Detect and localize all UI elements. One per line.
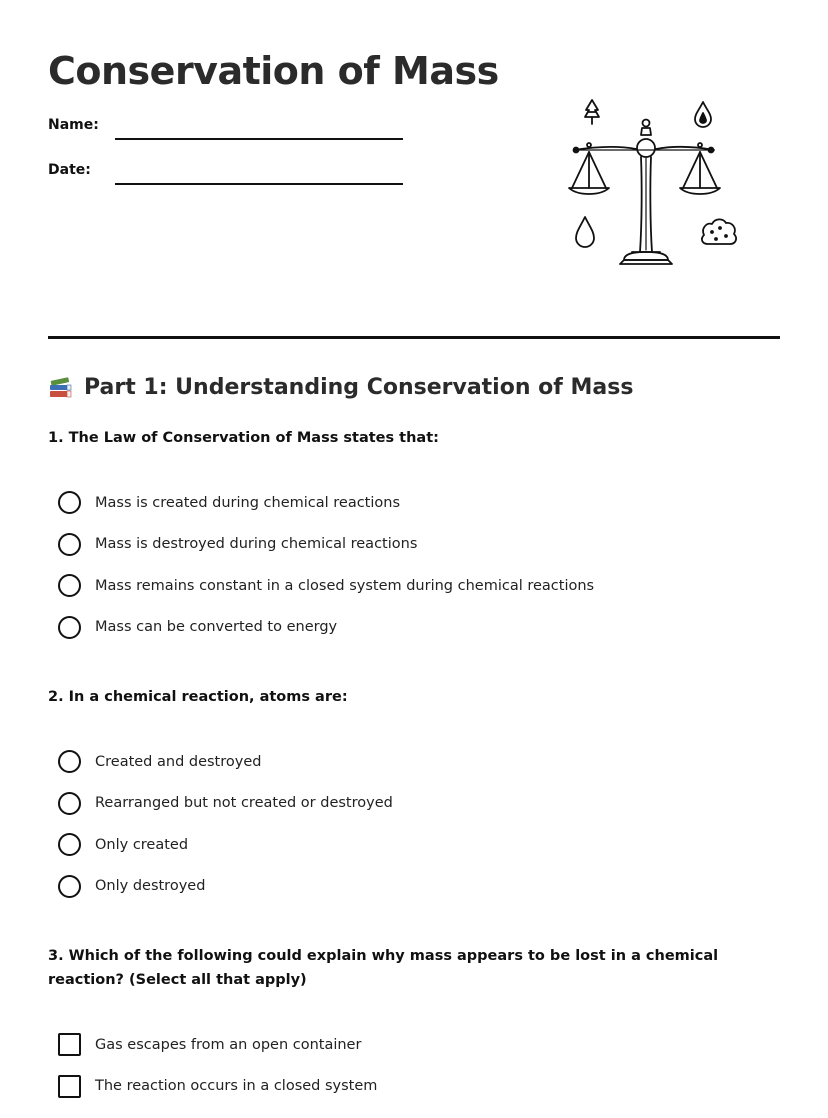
name-field [48,116,403,134]
part1-title: Part 1: Understanding Conservation of Mass [84,375,634,400]
radio-button[interactable] [58,491,81,514]
section-divider [48,336,780,339]
option-label: The reaction occurs in a closed system [95,1078,378,1095]
name-input-line[interactable] [115,138,403,140]
question-1-option-a[interactable] [58,482,594,524]
option-label: Mass can be converted to energy [95,619,338,636]
date-input-line[interactable] [115,183,403,185]
checkbox[interactable] [58,1033,81,1056]
question-2-option-b[interactable] [58,783,393,825]
radio-button[interactable] [58,616,81,639]
name-label: Name: [48,117,99,133]
question-2-option-c[interactable] [58,824,393,866]
option-label: Only destroyed [95,878,206,895]
question-2-option-a[interactable] [58,741,393,783]
radio-button[interactable] [58,574,81,597]
question-1: 1. The Law of Conservation of Mass states that: [48,430,439,446]
option-label: Rearranged but not created or destroyed [95,795,393,812]
radio-button[interactable] [58,533,81,556]
option-label: Only created [95,836,189,853]
question-3-option-a[interactable] [58,1024,377,1066]
date-field [48,161,403,179]
question-1-option-b[interactable] [58,524,594,566]
checkbox[interactable] [58,1075,81,1098]
question-1-options [58,482,594,648]
option-label: Mass is destroyed during chemical reactions [95,536,418,553]
question-2: 2. In a chemical reaction, atoms are: [48,689,348,705]
water-drop-icon [695,102,711,127]
question-1-option-c[interactable] [58,565,594,607]
option-label: Mass is created during chemical reactions [95,494,401,511]
option-label: Gas escapes from an open container [95,1036,362,1053]
page-title: Conservation of Mass [48,49,499,93]
option-label: Created and destroyed [95,753,262,770]
question-1-option-d[interactable] [58,607,594,649]
tree-icon [585,100,599,124]
question-3: 3. Which of the following could explain why mass appears to be lost in a chemical reaction? (Select all that apply) [48,948,719,988]
question-2-option-d[interactable] [58,866,393,908]
question-3-options [58,1024,377,1107]
question-2-options [58,741,393,907]
date-label: Date: [48,162,91,178]
radio-button[interactable] [58,792,81,815]
part1-heading [48,372,633,404]
option-label: Mass remains constant in a closed system during chemical reactions [95,577,595,594]
radio-button[interactable] [58,750,81,773]
drop-outline-icon [576,217,594,247]
radio-button[interactable] [58,833,81,856]
books-icon [48,375,74,401]
radio-button[interactable] [58,875,81,898]
question-3-option-b[interactable] [58,1066,377,1108]
balance-scale-icon [560,92,750,274]
rock-icon [702,219,736,244]
